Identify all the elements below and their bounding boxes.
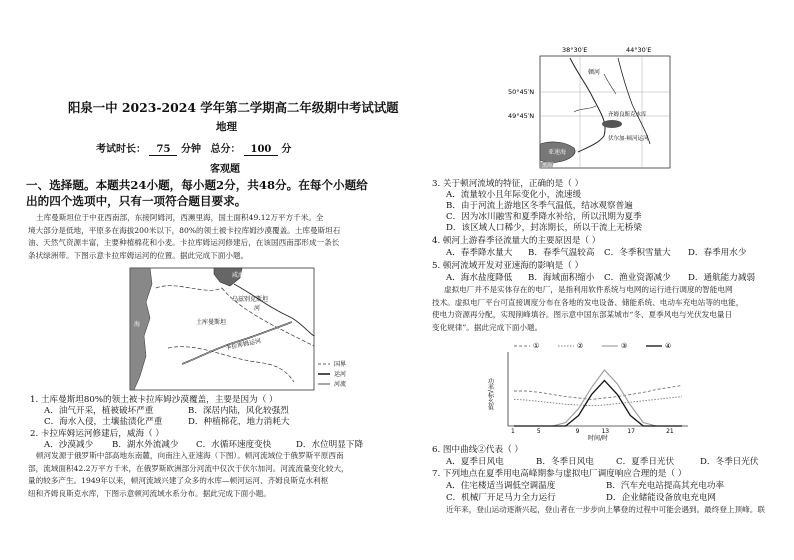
passage2-line: 量的较多产生。1949年以来，顿河流域兴建了众多的水库—顿河运河、齐姆良斯克水利枢	[28, 476, 329, 486]
passage4: 近年来，登山运动逐渐兴起，登山者在一步步向上攀登的过程中可能会遇到。最终登上顶峰。联	[446, 505, 765, 514]
legend-label-1: ①	[533, 342, 540, 350]
canal-label: 卡拉库姆运河	[224, 337, 262, 352]
q3-option-d[interactable]: D．该区域人口稀少，封冻期长，所以干流上无桥梁	[446, 223, 642, 233]
q7-option-b[interactable]: B．汽车充电站提高其充电功率	[606, 481, 725, 491]
exam-title: 阳泉一中 2023-2024 学年第二学期高二年级期中考试试题	[68, 100, 399, 115]
q1-option-a[interactable]: A．油气开采，植被破坏严重	[44, 406, 154, 416]
q6-option-d[interactable]: D．冬季日光伏	[700, 457, 759, 467]
karakum-canal-map	[116, 266, 362, 392]
total-unit: 分	[281, 144, 292, 155]
passage1	[28, 212, 396, 262]
don-river-label: 顿河	[588, 69, 601, 76]
passage3-line: 技术。虚拟电厂平台可直接调度分布在各地的发电设备、储能系统、电动车充电站等的电能，	[432, 297, 744, 307]
q5-stem: 5. 顿河流域开发对亚速海的影响是（ ）	[432, 261, 584, 271]
aral-sea-label: 咸海	[232, 272, 245, 279]
q5-option-b[interactable]: B．海域面积缩小	[528, 273, 595, 283]
q6-option-c[interactable]: C．夏季日光伏	[616, 457, 675, 467]
river-label: 河	[254, 305, 261, 312]
q2-stem: 2. 卡拉库姆运河修建后，威海（ ）	[30, 429, 164, 439]
q5-option-d[interactable]: D．通航能力减弱	[688, 273, 756, 283]
q7-option-d[interactable]: D．企业储能设备放电充电网	[606, 493, 717, 503]
x-tick-label: 9	[575, 428, 580, 435]
passage2-line: 纽和齐姆良斯克水库，下图示意顿河流域水系分布。据此完成下面小题。	[28, 488, 271, 498]
passage1-line: 境大部分是低地，平原多在海拔200米以下，80%的领土被卡拉库姆沙漠覆盖。土库曼斯坦石	[28, 225, 341, 235]
azov-sea-label: 亚速海	[548, 149, 567, 156]
passage1-line: 土库曼斯坦位于中亚西南部，东接阿姆河，西濒里海，国土面积49.12万平方千米。全	[36, 213, 324, 222]
series-line-3	[514, 370, 682, 426]
exam-info	[96, 140, 291, 156]
exam-time-unit: 分钟	[180, 144, 201, 155]
legend-label-2: ②	[577, 342, 584, 350]
black-sea-label: 黑海	[542, 163, 553, 169]
q2-option-c[interactable]: C．水循环速度变快	[196, 440, 272, 450]
turkmenistan-label: 土库曼斯坦	[196, 319, 227, 326]
q3-option-b[interactable]: B．由于河流上游地区冬季气温低，结冰观察普遍	[446, 201, 633, 211]
west-sea-label: 海	[134, 321, 141, 328]
power-chart	[484, 338, 704, 442]
legend-river-label: 河流	[334, 381, 347, 388]
section1-line1: 一、选择题。本题共24小题，每小题2分，共48分。在每个小题给	[26, 178, 368, 192]
part-title: 客观题	[210, 164, 240, 175]
x-axis-label: 时间/时	[588, 435, 609, 442]
power-chart-svg	[484, 338, 704, 442]
q7-stem: 7. 下列地点在夏季用电高峰期参与虚拟电厂调度响应合理的是（ ）	[432, 469, 687, 479]
q7-option-a[interactable]: A．住宅楼适当调低空调温度	[446, 481, 556, 491]
y-axis-label: 功率/标幺值	[486, 378, 494, 411]
q3-stem: 3. 关于顿河流域的特征，正确的是（ ）	[432, 179, 584, 189]
lat-label-north: 50°45′N	[508, 88, 535, 96]
x-tick-label: 17	[627, 428, 635, 435]
passage2-line: 部，流域面积42.2万平方千米，在俄罗斯欧洲部分河流中仅次于伏尔加河。河流流量变化较大，	[28, 463, 349, 473]
subject-title: 地理	[216, 121, 237, 133]
q2-option-d[interactable]: D．水位明显下降	[296, 440, 364, 450]
total-value: 100	[244, 144, 278, 156]
exam-time-value: 75	[149, 144, 177, 156]
reservoir-label: 齐姆良斯克水库	[608, 112, 647, 118]
reservoir-shape	[602, 120, 622, 128]
passage3-line: 变化规律”。据此完成下面小题。	[432, 322, 543, 332]
q6-option-a[interactable]: A．夏季日风电	[446, 457, 504, 467]
x-tick-label: 1	[511, 428, 515, 435]
series-line-2	[514, 397, 682, 406]
passage3	[432, 284, 784, 334]
section1-line2: 出的四个选项中，只有一项符合题目要求。	[26, 194, 247, 208]
q6-stem: 6. 图中曲线②代表（ ）	[432, 445, 524, 455]
series-line-4	[514, 381, 682, 427]
x-tick-label: 13	[601, 428, 610, 435]
q2-option-b[interactable]: B．湖水外流减少	[112, 440, 179, 450]
exam-time-label: 考试时长：	[96, 144, 146, 155]
uzbekistan-label: 乌兹别克斯坦	[232, 296, 269, 303]
q4-option-c[interactable]: C．冬季积雪量大	[604, 248, 671, 258]
passage3-line: 虚拟电厂并不是实体存在的电厂，是指利用软件系统与电网的运行进行调度的智能电网	[444, 285, 733, 294]
q3-option-a[interactable]: A．流量较小且年际变化小，流速缓	[446, 190, 582, 200]
q6-option-b[interactable]: B．冬季日风电	[536, 457, 594, 467]
q5-option-c[interactable]: C．渔业资源减少	[604, 273, 671, 283]
passage2-line: 顿河发源于俄罗斯中部高地东南麓，向南注入亚速海（下图）。顿河流域位于俄罗斯平原西南	[36, 451, 344, 460]
q2-option-a[interactable]: A．沙漠减少	[44, 440, 94, 450]
canal-label-don: 伏尔加-顿河运河	[608, 136, 649, 142]
legend-border-label: 国界	[334, 361, 347, 368]
legend-label-3: ③	[621, 342, 628, 350]
x-tick-label: 21	[666, 428, 674, 435]
q5-option-a[interactable]: A．海水盐度降低	[446, 273, 513, 283]
passage3-line: 使电力资源再分配，实现削峰填谷。图示意中国东部某城市“冬、夏季风电与光伏发电量日	[432, 310, 733, 320]
x-tick-label: 5	[536, 428, 541, 435]
q4-stem: 4. 顿河上游春季径流量大的主要原因是（ ）	[432, 236, 601, 246]
lon-label-east: 44°30′E	[626, 46, 652, 54]
q3-option-c[interactable]: C．因为冰川融雪和夏季降水补给，所以汛期为夏季	[446, 212, 642, 222]
q4-option-a[interactable]: A．春季降水量大	[446, 248, 513, 258]
q4-option-b[interactable]: B．春季气温较高	[528, 248, 595, 258]
passage1-line: 条状绿洲带。下图示意卡拉库姆运河的位置。据此完成下面小题。	[28, 250, 249, 260]
legend-label-4: ④	[665, 342, 672, 350]
lon-label-west: 38°30′E	[562, 46, 588, 54]
passage2	[28, 450, 396, 500]
q4-option-d[interactable]: D．春季用水少	[688, 248, 747, 258]
lat-label-south: 49°45′N	[508, 112, 535, 120]
legend-canal-label: 运河	[334, 371, 347, 378]
q1-stem: 1. 土库曼斯坦80%的领土被卡拉库姆沙漠覆盖，主要是因为（ ）	[30, 395, 278, 405]
passage1-line: 油、天然气资源丰富，主要种植棉花和小麦。卡拉库姆运河修建后，在该国西南部形成一条长	[28, 238, 340, 248]
q1-option-d[interactable]: D．种植棉花，地力消耗大	[188, 417, 290, 427]
q1-option-c[interactable]: C．海水入侵，土壤盐渍化严重	[44, 417, 163, 427]
total-label: 总分：	[210, 144, 241, 155]
q1-option-b[interactable]: B．深居内陆，风化较强烈	[188, 406, 289, 416]
don-river-map	[508, 44, 688, 174]
q7-option-c[interactable]: C．机械厂开足马力全力运行	[446, 493, 556, 503]
